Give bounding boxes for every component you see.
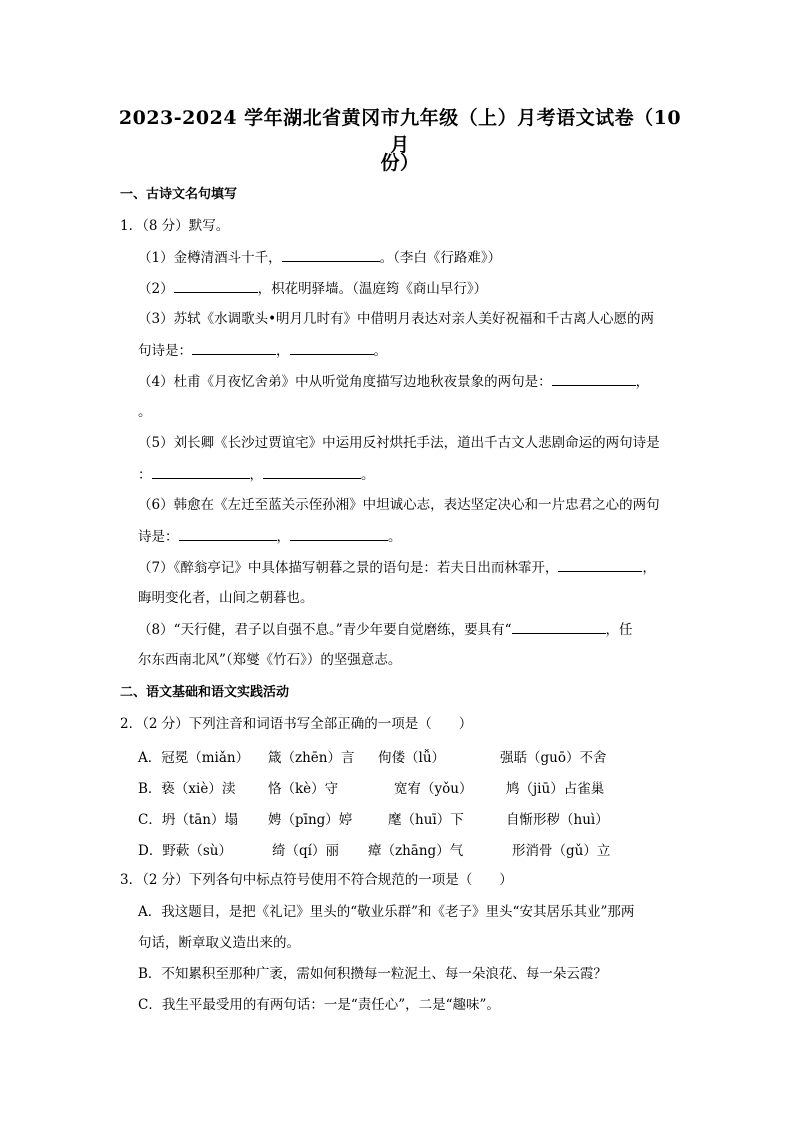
q1-item-6-text-b: ， bbox=[276, 529, 290, 545]
q1-item-5-text-b: ， bbox=[249, 467, 263, 483]
q1-item-8-line1 bbox=[138, 619, 633, 640]
q1-item-6-line1: （6）韩愈在《左迁至蓝关示侄孙湘》中坦诚心志，表达坚定决心和一片忠君之心的两句 bbox=[138, 497, 660, 513]
q1-item-5-text-c: 。 bbox=[361, 467, 375, 483]
q2-a-word-4: 强聒（guō）不舍 bbox=[500, 750, 607, 766]
answer-blank[interactable] bbox=[192, 340, 276, 355]
q1-item-1-text-a: （1）金樽清酒斗十千， bbox=[138, 250, 282, 266]
answer-blank[interactable] bbox=[512, 619, 606, 634]
answer-blank[interactable] bbox=[552, 371, 636, 386]
q1-item-7-line1 bbox=[138, 557, 656, 578]
q3-option-a-line1[interactable]: A．我这题目，是把《礼记》里头的“敬业乐群”和《老子》里头“安其居乐其业”那两 bbox=[138, 904, 635, 920]
q1-item-7-text-b: ， bbox=[642, 560, 656, 576]
q1-item-7-text-a: （7）《醉翁亭记》中具体描写朝暮之景的语句是：若夫日出而林霏开， bbox=[138, 560, 559, 576]
q1-item-3-text-a: 句诗是： bbox=[138, 343, 192, 359]
q3-option-c[interactable]: C．我生平最受用的有两句话：一是“责任心”，二是“趣味”。 bbox=[138, 997, 500, 1013]
section-heading-basics: 二、语文基础和语文实践活动 bbox=[120, 685, 290, 700]
q2-c-word-1: C．坍（tān）塌 bbox=[138, 812, 238, 828]
q1-item-2-text-b: ，枳花明驿墙。（温庭筠《商山早行》） bbox=[257, 281, 488, 297]
q2-d-word-4: 形消骨（gǔ）立 bbox=[512, 843, 611, 859]
q1-item-5-text-a: ： bbox=[138, 467, 152, 483]
answer-blank[interactable] bbox=[263, 464, 361, 479]
q1-item-2 bbox=[138, 278, 487, 299]
q1-item-5-line2 bbox=[138, 464, 375, 485]
exam-title-line2: 份） bbox=[380, 152, 420, 174]
q1-item-7-line2: 晦明变化者，山间之朝暮也。 bbox=[138, 590, 314, 606]
q1-item-3-text-c: 。 bbox=[373, 343, 387, 359]
question-3-stem: 3．（2 分）下列各句中标点符号使用不符合规范的一项是（ ） bbox=[120, 872, 513, 888]
q2-b-word-2: 恪（kè）守 bbox=[268, 781, 339, 797]
q3-option-a-line2: 句话，断章取义造出来的。 bbox=[138, 935, 300, 951]
q1-item-1-text-b: 。（李白《行路难》） bbox=[379, 250, 502, 266]
q2-d-word-2: 绮（qí）丽 bbox=[272, 843, 339, 859]
q2-a-word-1: A．冠冕（miǎn） bbox=[138, 750, 250, 766]
q1-item-8-line2: 尔东西南北风”（郑燮《竹石》）的坚强意志。 bbox=[138, 652, 402, 668]
q2-a-word-3: 佝偻（lǚ） bbox=[378, 750, 446, 766]
q1-item-6-text-a: 诗是： bbox=[138, 529, 179, 545]
answer-blank[interactable] bbox=[174, 278, 258, 293]
section-heading-poetry: 一、古诗文名句填写 bbox=[120, 187, 238, 202]
q1-item-2-text-a: （2） bbox=[138, 281, 174, 297]
answer-blank[interactable] bbox=[152, 464, 250, 479]
q2-c-word-4: 自惭形秽（huì） bbox=[506, 812, 609, 828]
q1-item-8-text-b: ，任 bbox=[605, 622, 633, 638]
q1-item-5-line1: （5）刘长卿《长沙过贾谊宅》中运用反衬烘托手法，道出千古文人悲剧命运的两句诗是 bbox=[138, 435, 660, 451]
answer-blank[interactable] bbox=[179, 526, 277, 541]
q1-item-6-line2 bbox=[138, 526, 402, 547]
answer-blank[interactable] bbox=[290, 526, 388, 541]
q1-item-4-text-a: （4）杜甫《月夜忆舍弟》中从听觉角度描写边地秋夜景象的两句是： bbox=[138, 374, 552, 390]
question-2-stem: 2．（2 分）下列注音和词语书写全部正确的一项是（ ） bbox=[120, 716, 473, 732]
answer-blank[interactable] bbox=[290, 340, 374, 355]
q1-item-3-line2 bbox=[138, 340, 387, 361]
q2-d-word-3: 瘴（zhāng）气 bbox=[368, 843, 464, 859]
question-1-stem: 1．（8 分）默写。 bbox=[120, 218, 230, 234]
answer-blank[interactable] bbox=[558, 557, 642, 572]
q2-c-word-3: 麾（huī）下 bbox=[388, 812, 464, 828]
q2-a-word-2: 箴（zhēn）言 bbox=[268, 750, 355, 766]
answer-blank[interactable] bbox=[282, 247, 380, 262]
q2-d-word-1: D．野蔌（sù） bbox=[138, 843, 232, 859]
q2-b-word-1: B．亵（xiè）渎 bbox=[138, 781, 236, 797]
q1-item-8-text-a: （8）“天行健，君子以自强不息。”青少年要自觉磨练，要具有“ bbox=[138, 622, 512, 638]
q1-item-6-text-c: 。 bbox=[388, 529, 402, 545]
q2-b-word-4: 鸠（jiū）占雀巢 bbox=[506, 781, 605, 797]
q2-c-word-2: 娉（pīng）婷 bbox=[268, 812, 353, 828]
q2-b-word-3: 宽宥（yǒu） bbox=[394, 781, 473, 797]
q1-item-3-text-b: ， bbox=[276, 343, 290, 359]
q3-option-b[interactable]: B．不知累积至那种广袤，需如何积攒每一粒泥土、每一朵浪花、每一朵云霞？ bbox=[138, 966, 607, 982]
q1-item-3-line1: （3）苏轼《水调歌头•明月几时有》中借明月表达对亲人美好祝福和千古离人心愿的两 bbox=[138, 311, 655, 327]
q1-item-4-line2: 。 bbox=[138, 404, 152, 420]
exam-title-line1: 2023-2024 学年湖北省黄冈市九年级（上）月考语文试卷（10 月 bbox=[118, 107, 682, 156]
q1-item-4-text-b: ， bbox=[635, 374, 650, 390]
q1-item-1 bbox=[138, 247, 501, 268]
q1-item-4-line1 bbox=[138, 371, 649, 392]
